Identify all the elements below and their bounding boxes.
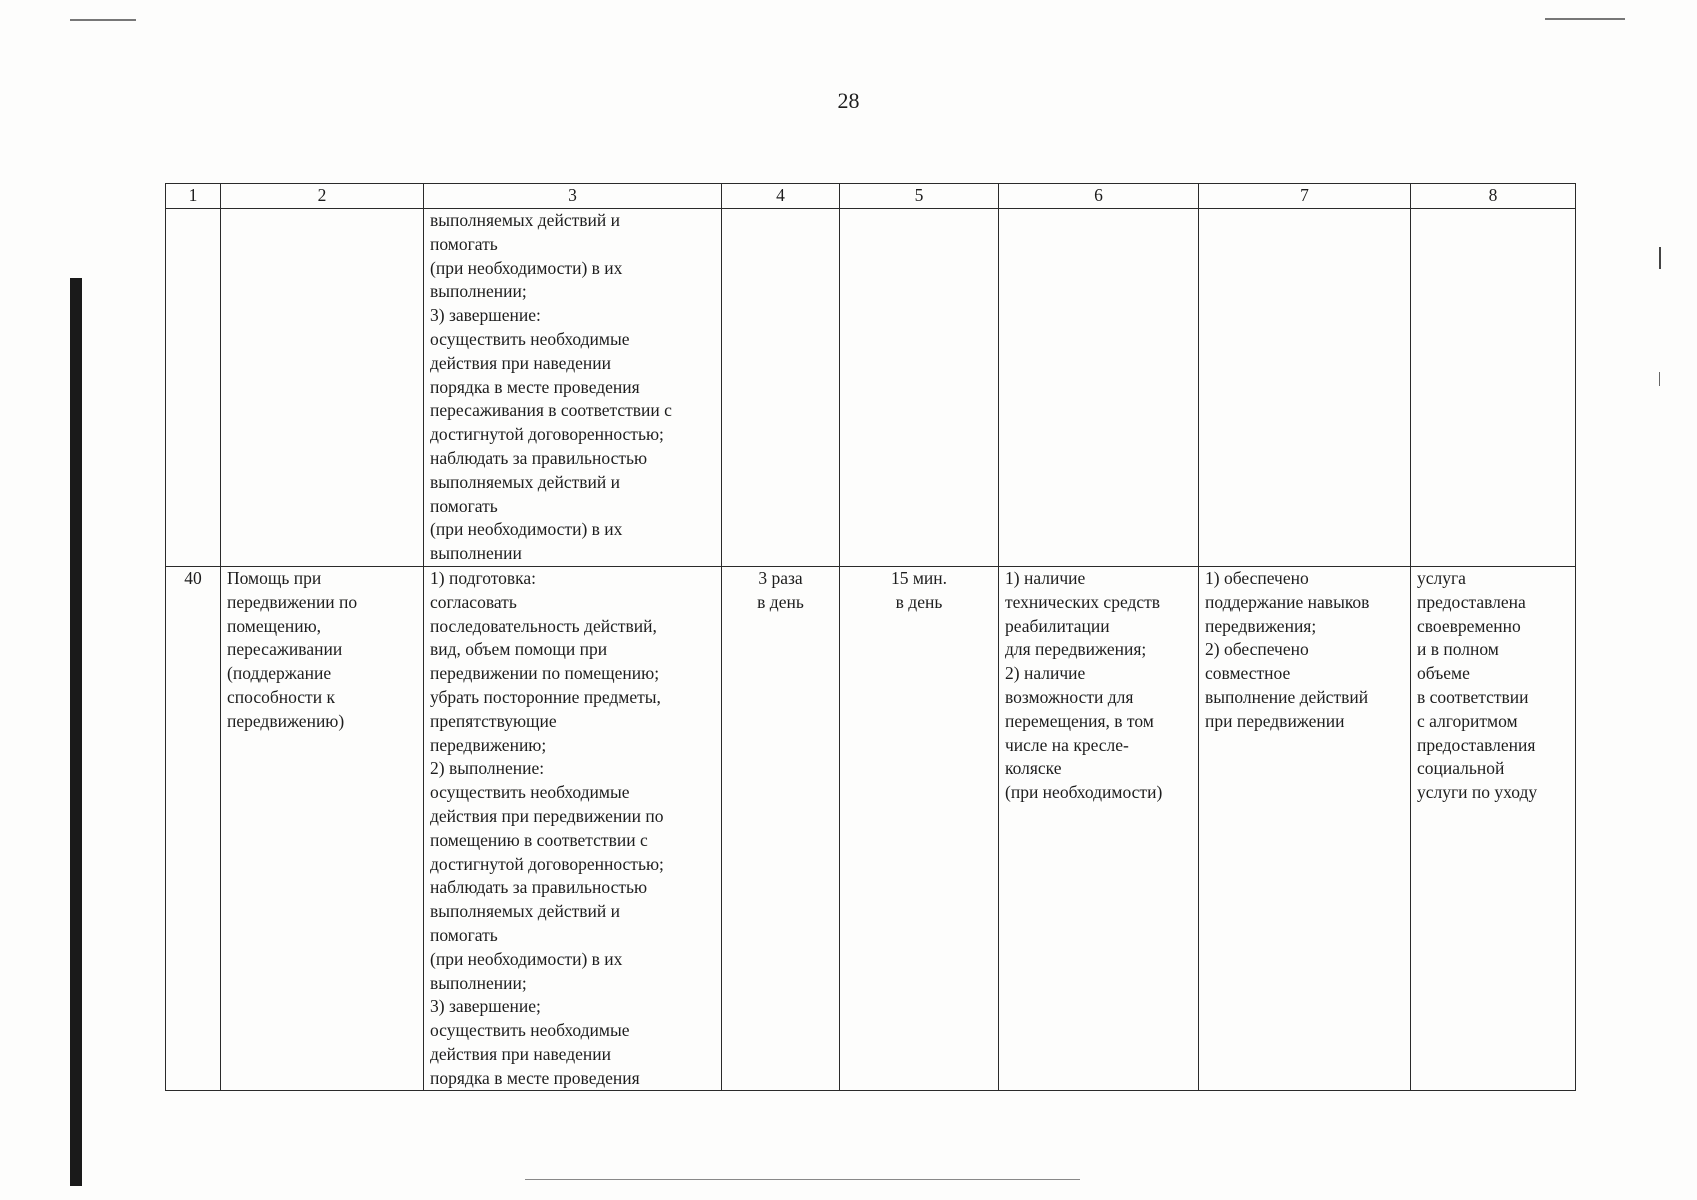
cell-service	[221, 209, 424, 567]
cell-service: Помощь при передвижении по помещению, пересаживании (поддержание способности к передвижению)	[221, 566, 424, 1091]
cell-number	[166, 209, 221, 567]
cell-duration	[840, 209, 999, 567]
column-number: 2	[221, 184, 424, 209]
column-number: 5	[840, 184, 999, 209]
cell-number: 40	[166, 566, 221, 1091]
scan-edge-rule	[525, 1179, 1080, 1180]
scan-edge-rule	[1545, 18, 1625, 20]
cell-frequency	[722, 209, 840, 567]
cell-result	[1199, 209, 1411, 567]
cell-conditions	[999, 209, 1199, 567]
scan-edge-shadow	[70, 278, 82, 1186]
column-number-row	[166, 184, 1576, 209]
page-number: 28	[837, 88, 860, 113]
cell-evaluation: услуга предоставлена своевременно и в полном объеме в соответствии с алгоритмом предоставления социальной услуги по уходу	[1411, 566, 1576, 1091]
service-table	[165, 183, 1576, 1091]
column-number: 1	[166, 184, 221, 209]
cell-result: 1) обеспечено поддержание навыков передвижения; 2) обеспечено совместное выполнение действий при передвижении	[1199, 566, 1411, 1091]
column-number: 3	[424, 184, 722, 209]
scan-edge-mark	[1659, 247, 1661, 269]
scan-edge-rule	[70, 19, 136, 21]
table-row-continuation	[166, 209, 1576, 567]
cell-frequency: 3 раза в день	[722, 566, 840, 1091]
cell-evaluation	[1411, 209, 1576, 567]
table-row-40	[166, 566, 1576, 1091]
column-number: 6	[999, 184, 1199, 209]
column-number: 4	[722, 184, 840, 209]
cell-conditions: 1) наличие технических средств реабилитации для передвижения; 2) наличие возможности для перемещения, в том числе на кресле- коляске (при необходимости)	[999, 566, 1199, 1091]
column-number: 8	[1411, 184, 1576, 209]
cell-duration: 15 мин. в день	[840, 566, 999, 1091]
cell-description: 1) подготовка: согласовать последовательность действий, вид, объем помощи при передвижении по помещению; убрать посторонние предметы, препятствующие передвижению; 2) выполнение: осуществить необходимые действия при передвижении по помещению в соответствии с достигнутой договоренностью; наблюдать за правильностью выполняемых действий и помогать (при необходимости) в их выполнении; 3) завершение; осуществить необходимые действия при наведении порядка в месте проведения	[424, 566, 722, 1091]
column-number: 7	[1199, 184, 1411, 209]
cell-description: выполняемых действий и помогать (при необходимости) в их выполнении; 3) завершение: осуществить необходимые действия при наведении порядка в месте проведения пересаживания в соответствии с достигнутой договоренностью; наблюдать за правильностью выполняемых действий и помогать (при необходимости) в их выполнении	[424, 209, 722, 567]
scan-edge-mark	[1659, 372, 1660, 386]
